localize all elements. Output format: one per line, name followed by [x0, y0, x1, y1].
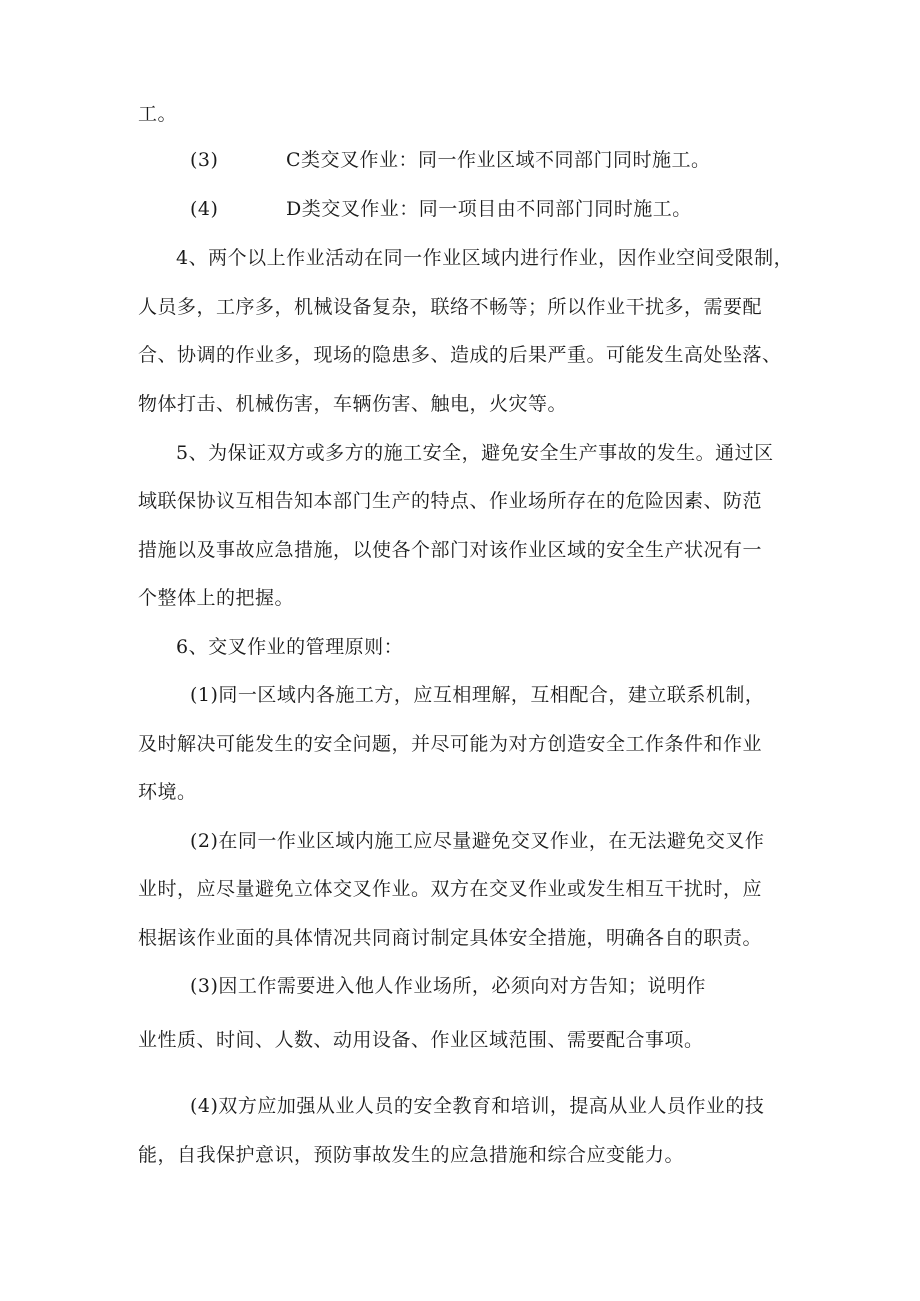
paragraph-line: 5、为保证双方或多方的施工安全，避免安全生产事故的发生。通过区 [176, 442, 774, 464]
paragraph-line: 业性质、时间、人数、动用设备、作业区域范围、需要配合事项。 [138, 1029, 704, 1051]
paragraph-line: (1)同一区域内各施工方，应互相理解，互相配合，建立联系机制， [190, 684, 765, 706]
paragraph-line: (4)双方应加强从业人员的安全教育和培训，提高从业人员作业的技 [190, 1095, 765, 1117]
list-item-3 [190, 148, 711, 172]
paragraph-line: 措施以及事故应急措施，以使各个部门对该作业区域的安全生产状况有一 [138, 539, 763, 561]
paragraph-line: 域联保协议互相告知本部门生产的特点、作业场所存在的危险因素、防范 [138, 490, 763, 512]
paragraph-line: 物体打击、机械伤害，车辆伤害、触电，火灾等。 [138, 393, 568, 415]
paragraph-line: (2)在同一作业区域内施工应尽量避免交叉作业，在无法避免交叉作 [190, 830, 765, 852]
list-number: (3) [190, 149, 219, 171]
paragraph-line: 根据该作业面的具体情况共同商讨制定具体安全措施，明确各自的职责。 [138, 927, 763, 949]
paragraph-line: 4、两个以上作业活动在同一作业区域内进行作业，因作业空间受限制， [176, 247, 794, 269]
paragraph-line: 及时解决可能发生的安全问题，并尽可能为对方创造安全工作条件和作业 [138, 733, 763, 755]
text-line: 工。 [138, 103, 178, 125]
list-text: D类交叉作业：同一项目由不同部门同时施工。 [286, 198, 692, 220]
paragraph-line: 人员多，工序多，机械设备复杂，联络不畅等；所以作业干扰多，需要配 [138, 296, 763, 318]
list-text: C类交叉作业：同一作业区域不同部门同时施工。 [286, 149, 711, 171]
paragraph-line: 业时，应尽量避免立体交叉作业。双方在交叉作业或发生相互干扰时，应 [138, 878, 763, 900]
paragraph-line: 环境。 [138, 781, 197, 803]
list-item-4 [190, 197, 692, 221]
paragraph-line: 合、协调的作业多，现场的隐患多、造成的后果严重。可能发生高处坠落、 [138, 344, 782, 366]
paragraph-line: (3)因工作需要进入他人作业场所，必须向对方告知；说明作 [190, 975, 706, 997]
section-heading: 6、交叉作业的管理原则： [176, 636, 404, 658]
list-number: (4) [190, 198, 219, 220]
paragraph-line: 个整体上的把握。 [138, 587, 295, 609]
paragraph-line: 能，自我保护意识，预防事故发生的应急措施和综合应变能力。 [138, 1144, 685, 1166]
